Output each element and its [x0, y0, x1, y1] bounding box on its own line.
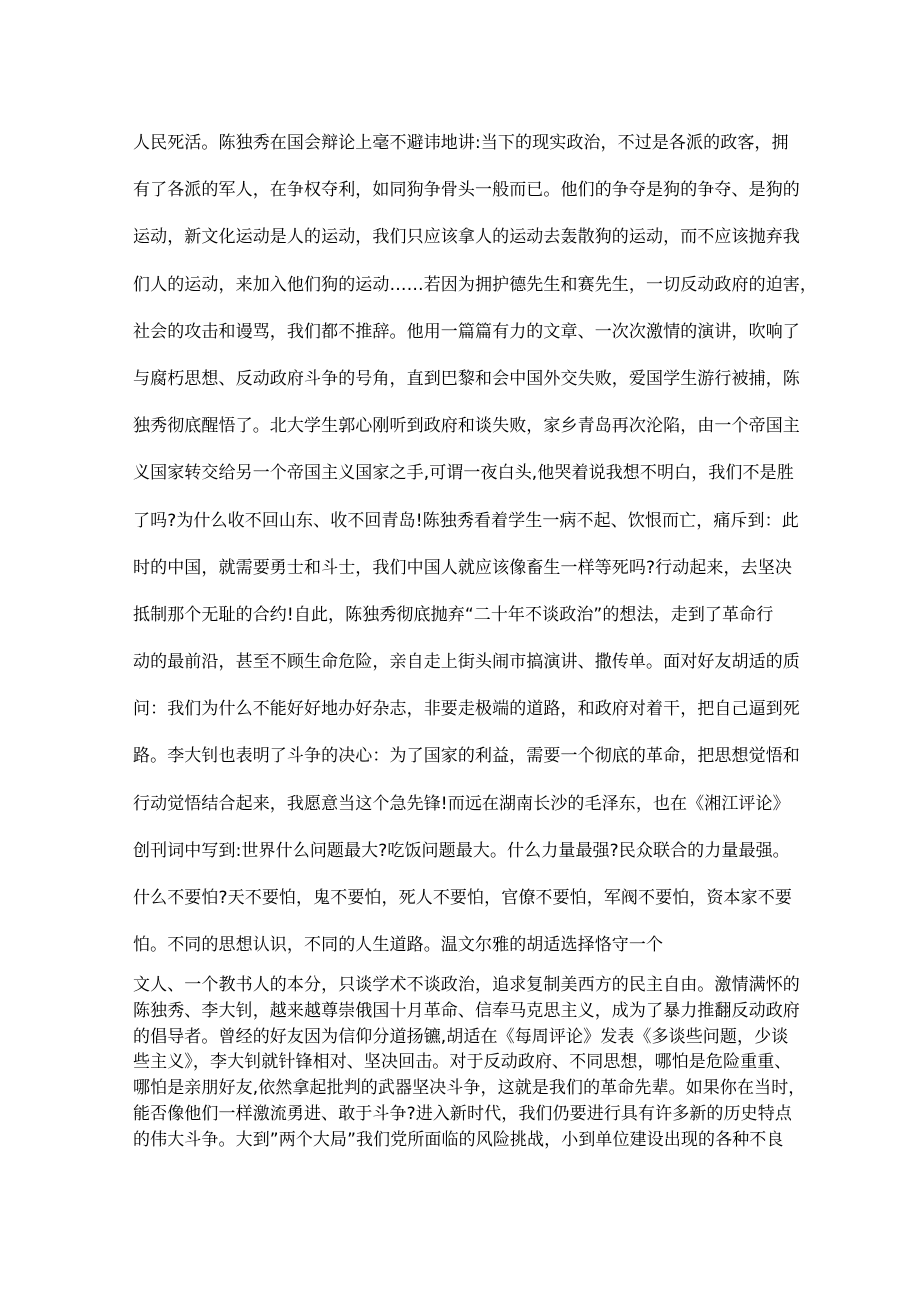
text-line: 行动觉悟结合起来，我愿意当这个急先锋!而远在湖南长沙的毛泽东，也在《湘江评论》 — [133, 793, 790, 814]
body-paragraph-loose — [133, 120, 817, 969]
text-line: 义国家转交给另一个帝国主义国家之手,可谓一夜白头,他哭着说我想不明白，我们不是胜 — [133, 463, 794, 484]
text-line: 动的最前沿，甚至不顾生命危险，亲自走上街头闹市搞演讲、撒传单。面对好友胡适的质 — [133, 652, 800, 673]
text-line: 们人的运动，来加入他们狗的运动……若因为拥护德先生和赛先生，一切反动政府的迫害， — [133, 274, 817, 295]
text-line: 文人、一个教书人的本分，只谈学术不谈政治，追求复制美西方的民主自由。激情满怀的 — [133, 975, 800, 995]
text-line: 能否像他们一样激流勇进、敢于斗争?进入新时代，我们仍要进行具有许多新的历史特点 — [133, 1103, 792, 1124]
text-line: 的倡导者。曾经的好友因为信仰分道扬镳,胡适在《每周评论》发表《多谈些问题，少谈 — [133, 1026, 789, 1047]
text-line: 人民死活。陈独秀在国会辩论上毫不避讳地讲:当下的现实政治，不过是各派的政客，拥 — [133, 133, 789, 153]
body-paragraph-tight — [133, 973, 805, 1154]
text-line: 路。李大钊也表明了斗争的决心：为了国家的利益，需要一个彻底的革命，把思想觉悟和 — [133, 746, 800, 767]
text-line: 哪怕是亲朋好友,依然拿起批判的武器坚决斗争，这就是我们的革命先辈。如果你在当时， — [133, 1078, 806, 1099]
text-line: 有了各派的军人，在争权夺利，如同狗争骨头一般而已。他们的争夺是狗的争夺、是狗的 — [133, 180, 800, 201]
text-line: 社会的攻击和谩骂，我们都不推辞。他用一篇篇有力的文章、一次次激情的演讲，吹响了 — [133, 321, 800, 342]
text-line: 些主义》，李大钊就针锋相对、坚决回击。对于反动政府、不同思想，哪怕是危险重重、 — [133, 1052, 792, 1073]
text-line: 独秀彻底醒悟了。北大学生郭心刚听到政府和谈失败，家乡青岛再次沦陷，由一个帝国主 — [133, 416, 800, 437]
text-line: 问：我们为什么不能好好地办好杂志，非要走极端的道路，和政府对着干，把自己逼到死 — [133, 699, 800, 720]
text-line: 时的中国，就需要勇士和斗士，我们中国人就应该像畜生一样等死吗?行动起来，去坚决 — [133, 557, 792, 578]
text-line: 什么不要怕?天不要怕，鬼不要怕，死人不要怕，官僚不要怕，军阀不要怕，资本家不要 — [133, 888, 792, 908]
text-line: 怕。不同的思想认识，不同的人生道路。温文尔雅的胡适选择恪守一个 — [133, 935, 664, 956]
text-line: 了吗?为什么收不回山东、收不回青岛!陈独秀看着学生一病不起、饮恨而亡，痛斥到：此 — [133, 510, 799, 531]
text-line: 抵制那个无耻的合约!自此，陈独秀彻底抛弃“二十年不谈政治”的想法，走到了革命行 — [133, 604, 774, 625]
text-line: 的伟大斗争。大到”两个大局”我们党所面临的风险挑战，小到单位建设出现的各种不良 — [133, 1129, 784, 1150]
text-line: 与腐朽思想、反动政府斗争的号角，直到巴黎和会中国外交失败，爱国学生游行被捕，陈 — [133, 368, 800, 389]
text-line: 运动，新文化运动是人的运动，我们只应该拿人的运动去轰散狗的运动，而不应该抛弃我 — [133, 227, 800, 248]
text-line: 创刊词中写到:世界什么问题最大?吃饭问题最大。什么力量最强?民众联合的力量最强。 — [133, 840, 790, 861]
text-line: 陈独秀、李大钊，越来越尊崇俄国十月革命、信奉马克思主义，成为了暴力推翻反动政府 — [133, 1000, 800, 1021]
